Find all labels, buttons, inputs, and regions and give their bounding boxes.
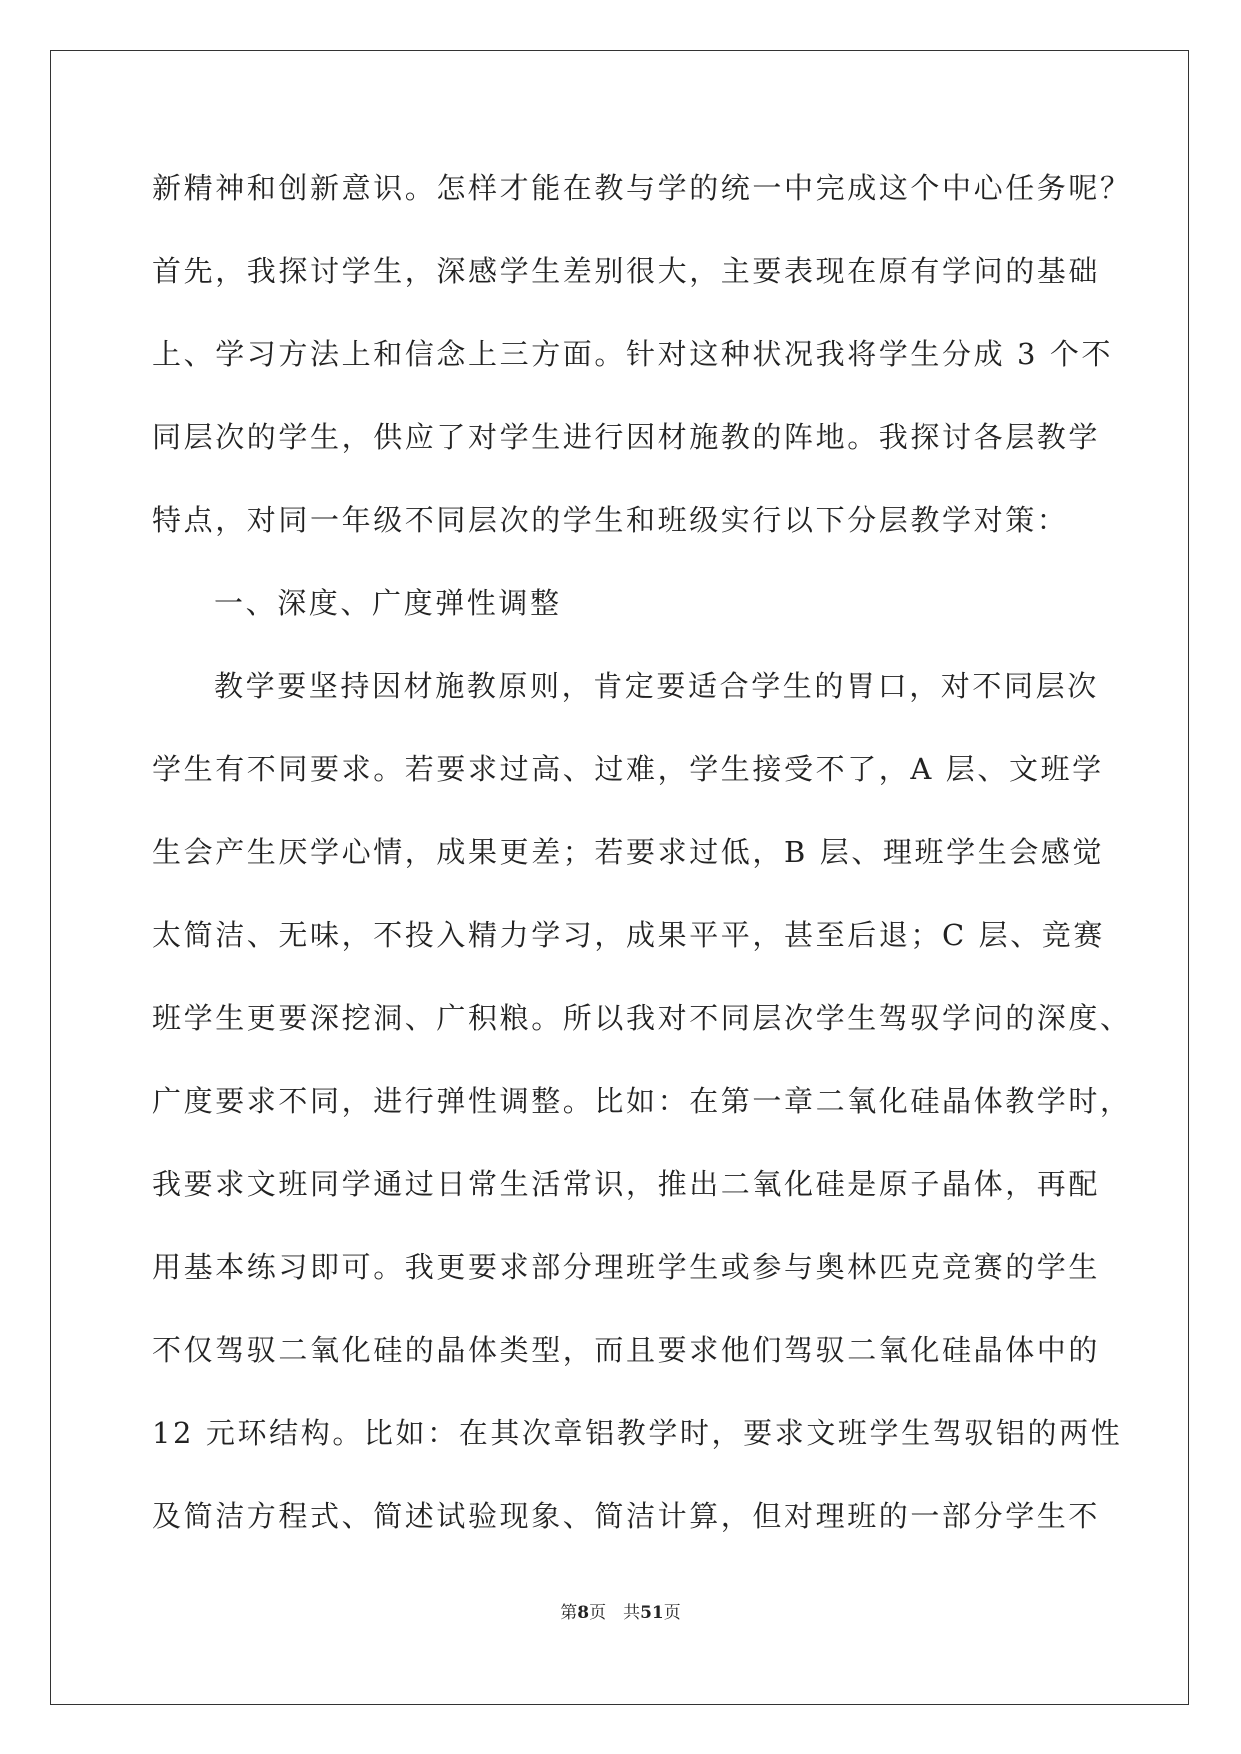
footer-mid: 页 共 [589,1603,641,1623]
text-line: 太简洁、无味，不投入精力学习，成果平平，甚至后退；C 层、竞赛 [152,918,1106,952]
section-heading: 一、深度、广度弹性调整 [214,586,562,620]
text-line: 首先，我探讨学生，深感学生差别很大，主要表现在原有学问的基础 [152,254,1101,288]
text-line: 上、学习方法上和信念上三方面。针对这种状况我将学生分成 3 个不 [152,337,1114,371]
text-line: 及简洁方程式、简述试验现象、简洁计算，但对理班的一部分学生不 [152,1499,1101,1533]
text-line: 广度要求不同，进行弹性调整。比如：在第一章二氧化硅晶体教学时， [152,1084,1132,1118]
page-footer [0,1598,1241,1623]
footer-suffix: 页 [663,1603,681,1623]
text-line: 新精神和创新意识。怎样才能在教与学的统一中完成这个中心任务呢？ [152,171,1132,205]
text-line: 生会产生厌学心情，成果更差；若要求过低，B 层、理班学生会感觉 [152,835,1105,869]
text-line: 同层次的学生，供应了对学生进行因材施教的阵地。我探讨各层教学 [152,420,1101,454]
total-page-count: 51 [640,1603,664,1623]
text-line: 特点，对同一年级不同层次的学生和班级实行以下分层教学对策： [152,503,1069,537]
text-line: 不仅驾驭二氧化硅的晶体类型，而且要求他们驾驭二氧化硅晶体中的 [152,1333,1101,1367]
text-line: 12 元环结构。比如：在其次章铝教学时，要求文班学生驾驭铝的两性 [152,1416,1123,1450]
text-line: 我要求文班同学通过日常生活常识，推出二氧化硅是原子晶体，再配 [152,1167,1101,1201]
text-line: 用基本练习即可。我更要求部分理班学生或参与奥林匹克竞赛的学生 [152,1250,1101,1284]
text-line: 学生有不同要求。若要求过高、过难，学生接受不了，A 层、文班学 [152,752,1104,786]
document-body [152,160,1132,1571]
text-line: 教学要坚持因材施教原则，肯定要适合学生的胃口，对不同层次 [214,669,1099,703]
text-line: 班学生更要深挖洞、广积粮。所以我对不同层次学生驾驭学问的深度、 [152,1001,1132,1035]
footer-prefix: 第 [560,1603,578,1623]
current-page-number: 8 [577,1603,590,1623]
